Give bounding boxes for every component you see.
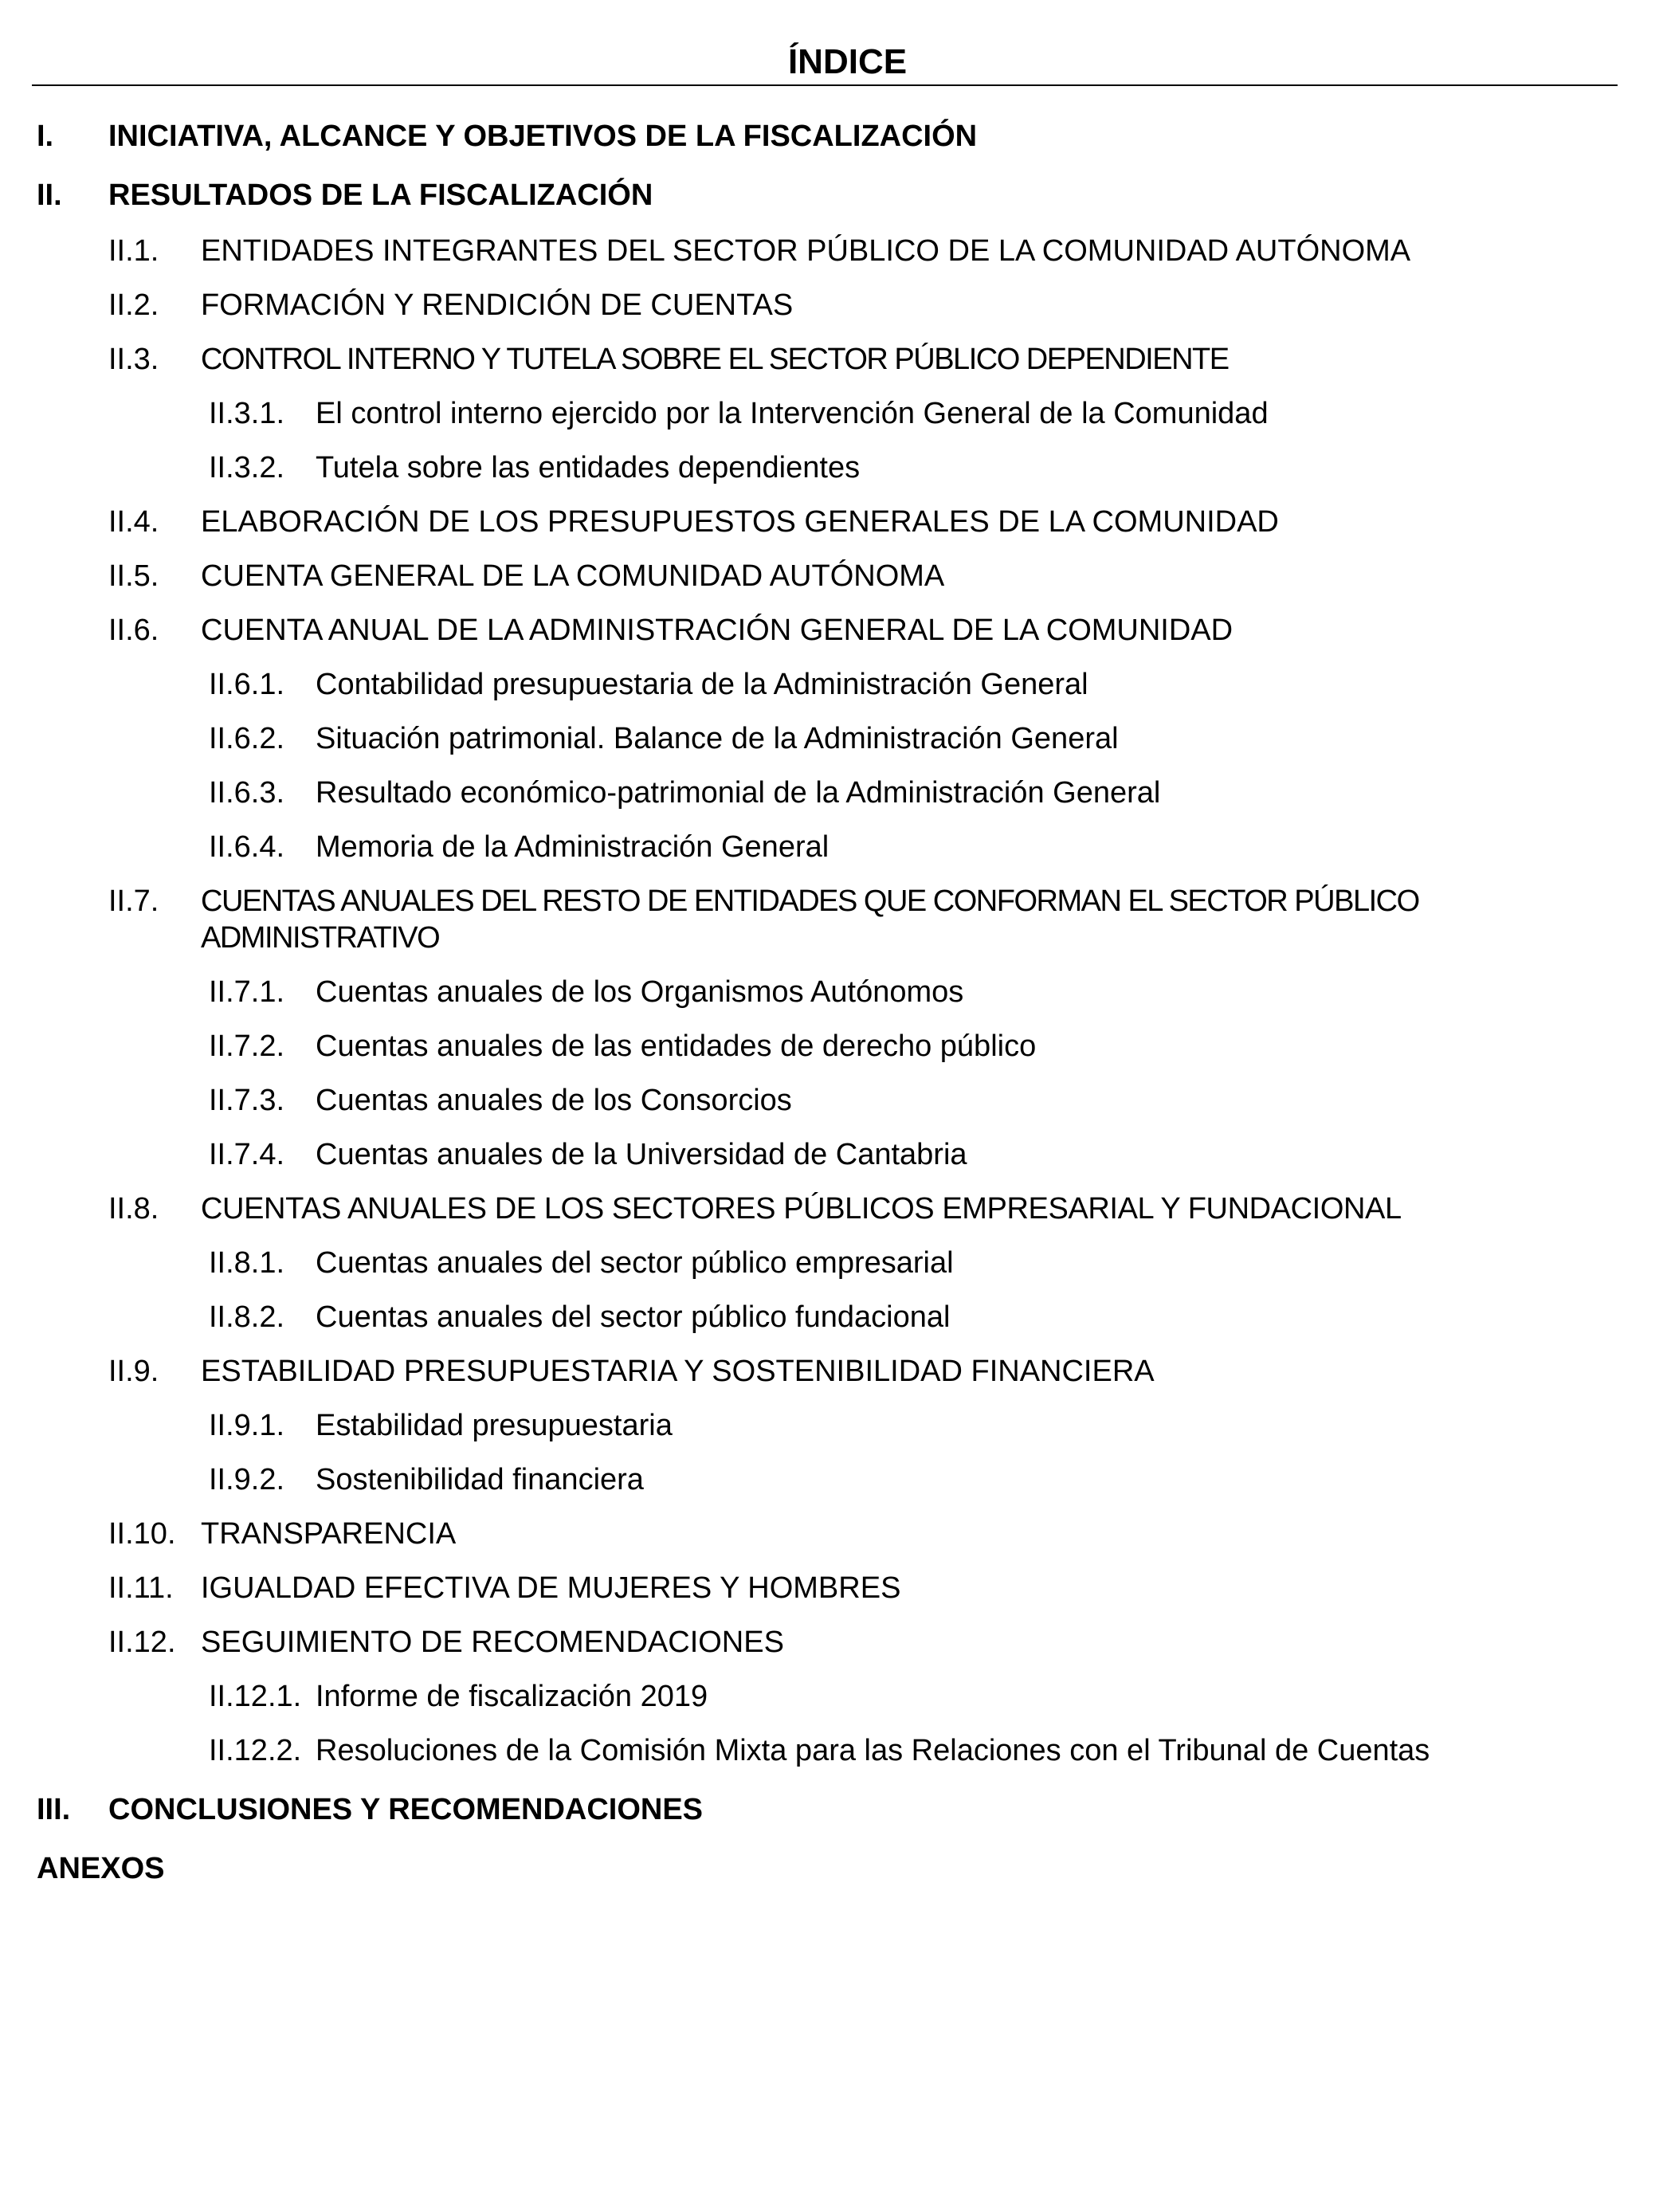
toc-entry-ii-3[interactable] xyxy=(0,341,1663,378)
toc-number: II.6. xyxy=(108,614,159,647)
toc-title: ENTIDADES INTEGRANTES DEL SECTOR PÚBLICO DE LA COMUNIDAD AUTÓNOMA xyxy=(201,234,1411,268)
toc-number: II.8.2. xyxy=(209,1300,285,1334)
toc-number: II.11. xyxy=(108,1571,174,1605)
page-title: ÍNDICE xyxy=(787,42,908,81)
toc-title: CUENTAS ANUALES DEL RESTO DE ENTIDADES QUE CONFORMAN EL SECTOR PÚBLICO ADMINISTRATIVO xyxy=(201,884,1419,955)
toc-title: Cuentas anuales del sector público fundacional xyxy=(316,1300,951,1334)
toc-number: II.7.3. xyxy=(209,1084,285,1117)
toc-number: II.12.1. xyxy=(209,1680,302,1713)
toc-entry-ii-5[interactable] xyxy=(0,558,1663,594)
toc-number: II.3.2. xyxy=(209,451,285,484)
toc-entry-ii-9[interactable] xyxy=(0,1353,1663,1390)
toc-number: II.3.1. xyxy=(209,397,285,430)
toc-entry-ii-9-1[interactable] xyxy=(0,1407,1663,1444)
toc-entry-ii-7-4[interactable] xyxy=(0,1136,1663,1173)
toc-entry-ii-6[interactable] xyxy=(0,612,1663,649)
toc-entry-ii-7-3[interactable] xyxy=(0,1082,1663,1119)
toc-entry-ii-2[interactable] xyxy=(0,287,1663,324)
toc-entry-ii-3-2[interactable] xyxy=(0,449,1663,486)
toc-entry-ii-8-2[interactable] xyxy=(0,1299,1663,1335)
toc-number: II.10. xyxy=(108,1517,176,1551)
toc-title: Tutela sobre las entidades dependientes xyxy=(316,451,861,484)
toc-entry-iii[interactable] xyxy=(0,1791,1663,1828)
toc-entry-ii-7-2[interactable] xyxy=(0,1028,1663,1065)
toc-title: Estabilidad presupuestaria xyxy=(316,1409,673,1442)
toc-number: II.6.1. xyxy=(209,668,285,701)
toc-title: FORMACIÓN Y RENDICIÓN DE CUENTAS xyxy=(201,288,794,322)
toc-entry-ii-10[interactable] xyxy=(0,1516,1663,1552)
toc-entry-anexos[interactable] xyxy=(0,1850,1663,1887)
toc-entry-ii-6-4[interactable] xyxy=(0,829,1663,865)
toc-entry-i[interactable] xyxy=(0,118,1663,155)
toc-entry-ii-6-1[interactable] xyxy=(0,666,1663,703)
toc-entry-ii-11[interactable] xyxy=(0,1570,1663,1606)
toc-number: II. xyxy=(37,178,62,212)
toc-number: II.4. xyxy=(108,505,159,539)
toc-title: Sostenibilidad financiera xyxy=(316,1463,644,1496)
toc-entry-ii-9-2[interactable] xyxy=(0,1461,1663,1498)
toc-title: Cuentas anuales del sector público empresarial xyxy=(316,1246,954,1280)
toc-number: II.6.2. xyxy=(209,722,285,755)
toc-title: Contabilidad presupuestaria de la Administración General xyxy=(316,668,1088,701)
toc-number: II.5. xyxy=(108,559,159,593)
toc-number: II.6.4. xyxy=(209,830,285,864)
toc-title: IGUALDAD EFECTIVA DE MUJERES Y HOMBRES xyxy=(201,1571,901,1605)
toc-number: II.6.3. xyxy=(209,776,285,810)
toc-title: CUENTA GENERAL DE LA COMUNIDAD AUTÓNOMA xyxy=(201,559,945,593)
toc-number: II.7.2. xyxy=(209,1030,285,1063)
toc-number: II.12.2. xyxy=(209,1734,302,1767)
toc-entry-ii-12-2[interactable] xyxy=(0,1732,1663,1769)
toc-entry-ii-12[interactable] xyxy=(0,1624,1663,1661)
toc-title: RESULTADOS DE LA FISCALIZACIÓN xyxy=(108,178,653,212)
toc-number: II.7. xyxy=(108,884,159,918)
toc-number: I. xyxy=(37,120,54,153)
toc-entry-ii-3-1[interactable] xyxy=(0,395,1663,432)
toc-title: ELABORACIÓN DE LOS PRESUPUESTOS GENERALES DE LA COMUNIDAD xyxy=(201,505,1279,539)
toc-title: SEGUIMIENTO DE RECOMENDACIONES xyxy=(201,1626,784,1659)
toc-number: II.9.2. xyxy=(209,1463,285,1496)
toc-title: Cuentas anuales de la Universidad de Cantabria xyxy=(316,1138,967,1171)
toc-title: CUENTAS ANUALES DE LOS SECTORES PÚBLICOS EMPRESARIAL Y FUNDACIONAL xyxy=(201,1192,1402,1226)
toc-title: INICIATIVA, ALCANCE Y OBJETIVOS DE LA FISCALIZACIÓN xyxy=(108,120,978,153)
toc-number: II.3. xyxy=(108,343,159,376)
title-underline xyxy=(32,84,1618,86)
toc-number: II.8.1. xyxy=(209,1246,285,1280)
toc-title: Situación patrimonial. Balance de la Administración General xyxy=(316,722,1119,755)
toc-number: II.7.4. xyxy=(209,1138,285,1171)
toc-number: II.9. xyxy=(108,1355,159,1388)
toc-number: II.8. xyxy=(108,1192,159,1226)
toc-title: Informe de fiscalización 2019 xyxy=(316,1680,708,1713)
toc-number: II.12. xyxy=(108,1626,176,1659)
toc-entry-ii-7[interactable] xyxy=(0,883,1663,956)
toc-number: II.1. xyxy=(108,234,159,268)
toc-entry-ii-7-1[interactable] xyxy=(0,974,1663,1010)
toc-entry-ii[interactable] xyxy=(0,177,1663,214)
toc-title: Resultado económico-patrimonial de la Administración General xyxy=(316,776,1161,810)
toc-title: Cuentas anuales de las entidades de derecho público xyxy=(316,1030,1037,1063)
toc-title: CONCLUSIONES Y RECOMENDACIONES xyxy=(108,1793,704,1826)
toc-title: Memoria de la Administración General xyxy=(316,830,830,864)
toc-entry-ii-6-2[interactable] xyxy=(0,720,1663,757)
toc-title: Resoluciones de la Comisión Mixta para las Relaciones con el Tribunal de Cuentas xyxy=(316,1734,1430,1767)
toc-title: TRANSPARENCIA xyxy=(201,1517,457,1551)
toc-entry-ii-6-3[interactable] xyxy=(0,775,1663,811)
toc-title: CUENTA ANUAL DE LA ADMINISTRACIÓN GENERAL DE LA COMUNIDAD xyxy=(201,614,1234,647)
toc-number: III. xyxy=(37,1793,71,1826)
toc-number: II.9.1. xyxy=(209,1409,285,1442)
toc-title: Cuentas anuales de los Organismos Autónomos xyxy=(316,975,964,1009)
toc-title: CONTROL INTERNO Y TUTELA SOBRE EL SECTOR PÚBLICO DEPENDIENTE xyxy=(201,343,1229,376)
toc-number: II.7.1. xyxy=(209,975,285,1009)
toc-entry-ii-12-1[interactable] xyxy=(0,1678,1663,1715)
toc-entry-ii-4[interactable] xyxy=(0,504,1663,540)
toc-entry-ii-1[interactable] xyxy=(0,233,1663,269)
toc-title: El control interno ejercido por la Intervención General de la Comunidad xyxy=(316,397,1269,430)
toc-entry-ii-8[interactable] xyxy=(0,1190,1663,1227)
toc-number: II.2. xyxy=(108,288,159,322)
toc-title: ESTABILIDAD PRESUPUESTARIA Y SOSTENIBILIDAD FINANCIERA xyxy=(201,1355,1155,1388)
toc-entry-ii-8-1[interactable] xyxy=(0,1245,1663,1281)
table-of-contents xyxy=(0,118,1663,1909)
toc-title: ANEXOS xyxy=(37,1852,165,1885)
toc-title: Cuentas anuales de los Consorcios xyxy=(316,1084,792,1117)
